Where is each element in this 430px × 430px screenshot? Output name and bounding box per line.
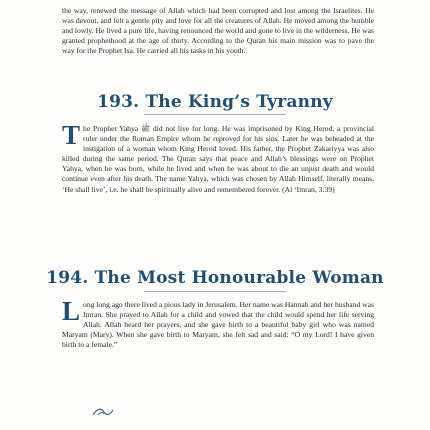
- section-193-text: he Prophet Yahya ﷺ did not live for long. He was imprisoned by King Herod, a provincial ruler under the Roman Empire whom he reproved for his sins. Later he was beheaded at the instigation of a woman whom King Herod loved. His father, the Prophet Zakariyya was also killed during the same period. The Quran says that peace and Allah’s blessings were on Prophet Yahya, when he was born, while he lived and when he was about to die an unjust death and would continue even after his death. The name Yahya, which was chosen by Allah Himself, literally means, ‘He shall live’, i.e. he shall be spiritually alive and remembered forever. (Al ‘Imran, 3:39): [62, 124, 374, 194]
- section-194-text: ong long ago there lived a pious lady in Jerusalem. Her name was Hannah and her husband was Imran. She prayed to Allah for a child and vowed that the child would spend her life serving Allah. Allah heard her prayers, and she gave birth to a beautiful baby girl who was named Maryam (Mary). When she gave birth to Maryam, she felt sad and said: “O my Lord! I have given birth to a female.”: [62, 300, 374, 350]
- heading-underline: [144, 114, 286, 115]
- intro-paragraph: the way, renewed the message of Allah which had been corrupted and lost among the Israelites. He was devout, and felt a gentle pity and love for all the creatures of Allah. He moved among the humble and lowly. He lived a pure life, having renounced the world and gone to live in the wilderness. He was granted prophethood at the age of thirty. According to the Quran his main mission was to pave the way for the Prophet Isa. He carried all his tasks in his youth.: [62, 6, 374, 56]
- drop-cap: L: [62, 296, 81, 326]
- section-193-heading: 193. The King’s Tyranny: [97, 92, 333, 112]
- heading-underline: [144, 291, 286, 292]
- section-194-heading: 194. The Most Honourable Woman: [46, 268, 384, 288]
- section-194-body: [62, 296, 374, 350]
- decorative-flourish-icon: [92, 406, 114, 422]
- section-193-body: [62, 120, 374, 195]
- drop-cap: T: [62, 120, 81, 150]
